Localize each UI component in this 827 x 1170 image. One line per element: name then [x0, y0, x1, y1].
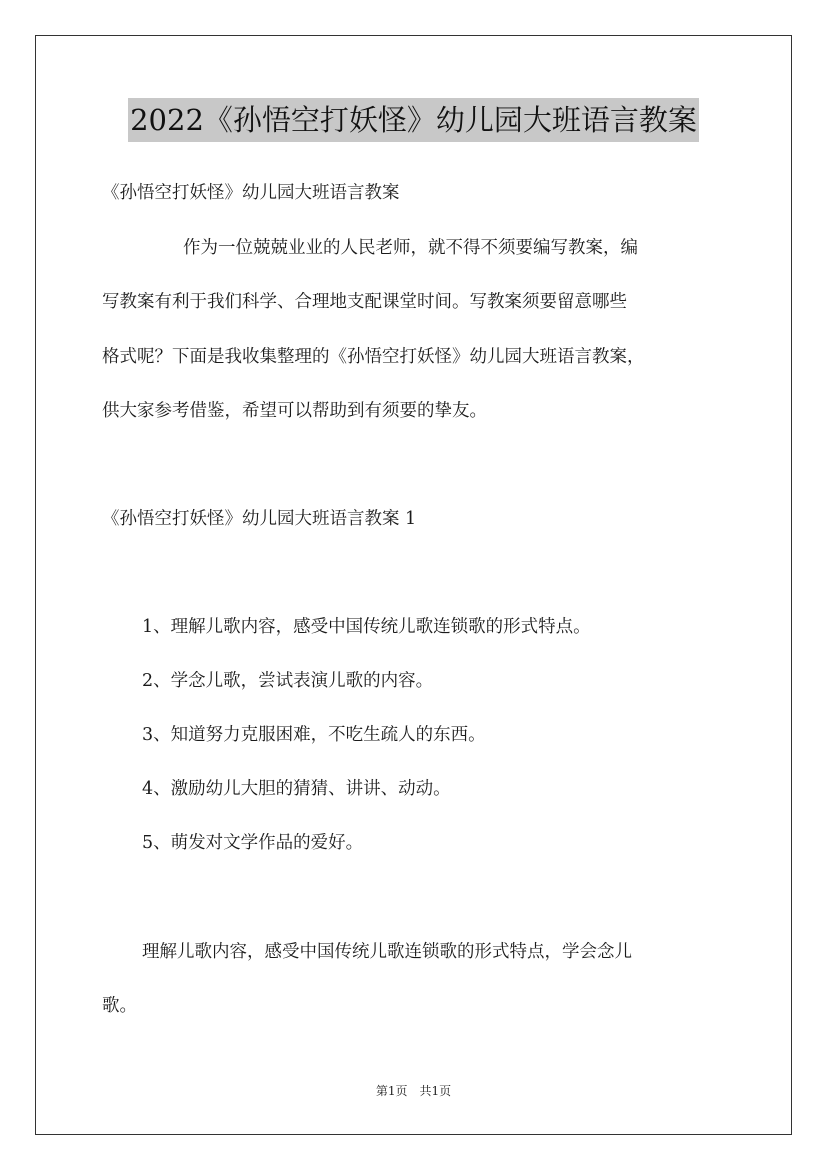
goal-item-5: 5、萌发对文学作品的爱好。 [142, 833, 364, 853]
document-subtitle: 《孙悟空打妖怪》幼儿园大班语言教案 [102, 183, 400, 203]
intro-line-4: 供大家参考借鉴，希望可以帮助到有须要的挚友。 [102, 401, 487, 421]
focus-line-2: 歌。 [102, 996, 137, 1016]
intro-line-2: 写教案有利于我们科学、合理地支配课堂时间。写教案须要留意哪些 [102, 292, 627, 312]
document-title: 2022《孙悟空打妖怪》幼儿园大班语言教案 [128, 98, 699, 142]
intro-line-1: 作为一位兢兢业业的人民老师，就不得不须要编写教案，编 [183, 238, 638, 258]
goal-item-3: 3、知道努力克服困难，不吃生疏人的东西。 [142, 725, 486, 745]
title-container [0, 98, 827, 142]
focus-line-1: 理解儿歌内容，感受中国传统儿歌连锁歌的形式特点，学会念儿 [142, 942, 632, 962]
page-footer: 第1页 共1页 [375, 1084, 452, 1098]
section-heading: 《孙悟空打妖怪》幼儿园大班语言教案 1 [102, 509, 417, 529]
intro-line-3: 格式呢？下面是我收集整理的《孙悟空打妖怪》幼儿园大班语言教案， [102, 347, 645, 367]
goal-item-2: 2、学念儿歌，尝试表演儿歌的内容。 [142, 671, 434, 691]
goal-item-1: 1、理解儿歌内容，感受中国传统儿歌连锁歌的形式特点。 [142, 617, 591, 637]
goal-item-4: 4、激励幼儿大胆的猜猜、讲讲、动动。 [142, 779, 451, 799]
